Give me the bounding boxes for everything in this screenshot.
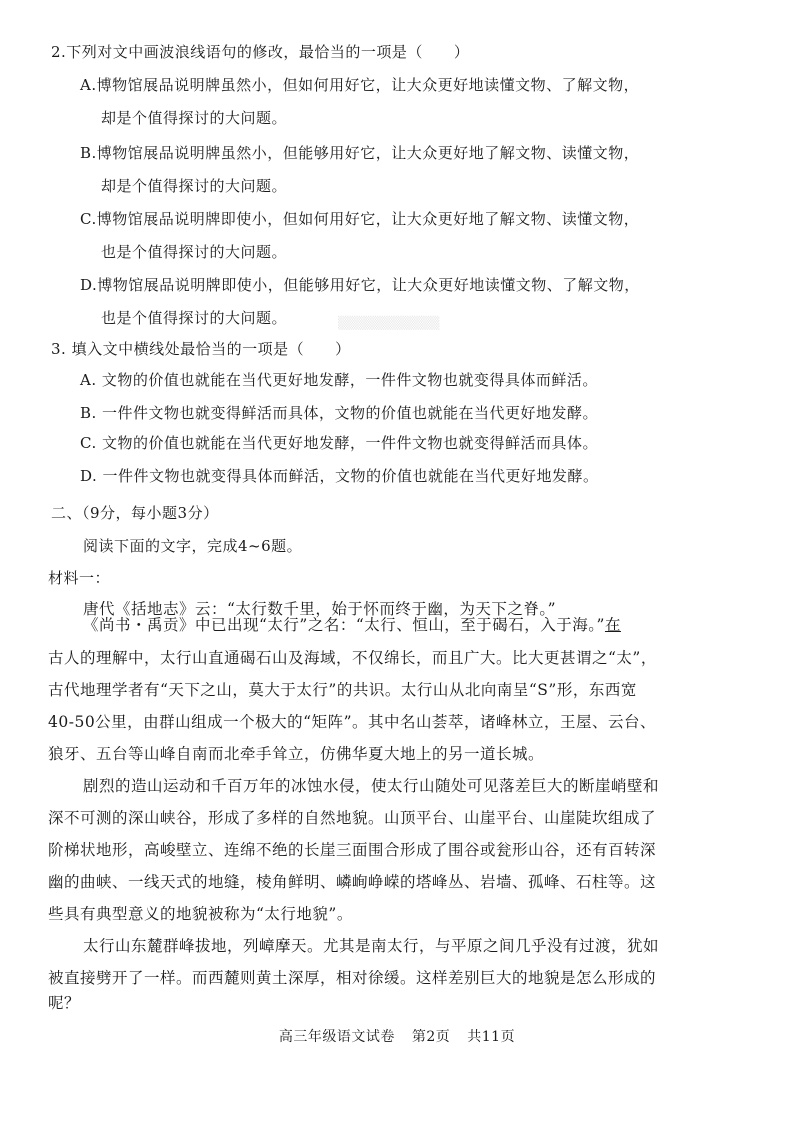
q2-stem: 2.下列对文中画波浪线语句的修改，最恰当的一项是（ ） <box>51 43 470 61</box>
q2-option-c-line1: C.博物馆展品说明牌即使小，但如何用好它，让大众更好地了解文物、读懂文物， <box>80 210 640 228</box>
footer-title: 高三年级语文试卷 <box>278 1029 395 1045</box>
passage-p4-line3: 呢？ <box>48 994 81 1012</box>
passage-p3-line5: 些具有典型意义的地貌被称为“太行地貌”。 <box>48 905 353 923</box>
passage-p2-line2: 古人的理解中，太行山直通碣石山及海域，不仅绵长，而且广大。比大更甚谓之“太”， <box>48 649 657 667</box>
q3-option-a: A. 文物的价值也就能在当代更好地发酵，一件件文物也就变得具体而鲜活。 <box>80 371 598 389</box>
passage-p2-line4: 40-50公里，由群山组成一个极大的“矩阵”。其中名山荟萃，诸峰林立，王屋、云台、 <box>48 713 657 731</box>
passage-p3-line4: 幽的曲峡、一线天式的地缝，棱角鲜明、嶙峋峥嵘的塔峰丛、岩墙、孤峰、石柱等。这 <box>48 873 657 891</box>
passage-p3-line3: 阶梯状地形，高峻壁立、连绵不绝的长崖三面围合形成了围谷或瓮形山谷，还有百转深 <box>48 841 657 859</box>
footer-page-number: 第2页 <box>411 1029 451 1045</box>
q2-option-b-line2: 却是个值得探讨的大问题。 <box>101 177 288 195</box>
q2-option-b-line1: B.博物馆展品说明牌虽然小，但能够用好它，让大众更好地了解文物、读懂文物， <box>80 144 640 162</box>
footer-total-pages: 共11页 <box>467 1029 516 1045</box>
passage-p3-line2: 深不可测的深山峡谷，形成了多样的自然地貌。山顶平台、山崖平台、山崖陡坎组成了 <box>48 809 657 827</box>
passage-p2-line5: 狼牙、五台等山峰自南而北牵手耸立，仿佛华夏大地上的另一道长城。 <box>48 745 545 763</box>
q2-option-a-line2: 却是个值得探讨的大问题。 <box>101 109 288 127</box>
passage-p2-line1-main: 《尚书・禹贡》中已出现“太行”之名：“太行、恒山，至于碣石，入于海。” <box>83 616 605 634</box>
passage-p1: 唐代《括地志》云：“太行数千里，始于怀而终于幽，为天下之脊。” <box>83 600 557 618</box>
passage-p4-line1: 太行山东麓群峰拔地，列嶂摩天。尤其是南太行，与平原之间几乎没有过渡，犹如 <box>83 937 660 955</box>
q2-option-d-line2: 也是个值得探讨的大问题。 <box>101 309 288 327</box>
q3-stem: 3. 填入文中横线处最恰当的一项是（ ） <box>51 340 351 358</box>
q3-option-d: D. 一件件文物也就变得具体而鲜活，文物的价值也就能在当代更好地发酵。 <box>80 467 599 485</box>
section-instruction: 阅读下面的文字，完成4~6题。 <box>83 537 303 555</box>
passage-p3-line1: 剧烈的造山运动和千百万年的冰蚀水侵，使太行山随处可见落差巨大的断崖峭壁和 <box>83 777 660 795</box>
q3-option-b: B. 一件件文物也就变得鲜活而具体，文物的价值也就能在当代更好地发酵。 <box>80 404 599 422</box>
passage-p2-line3: 古代地理学者有“天下之山，莫大于太行”的共识。太行山从北向南呈“S”形，东西宽 <box>48 681 637 699</box>
bleed-through-mark: ▒▒▒▒▒▒▒▒▒▒▒ <box>338 316 440 330</box>
q2-option-d-line1: D.博物馆展品说明牌即使小，但能够用好它，让大众更好地读懂文物、了解文物， <box>80 276 640 294</box>
passage-p2-line1 <box>83 615 621 635</box>
material-label: 材料一： <box>48 569 111 587</box>
passage-p2-line1-tail: 在 <box>604 616 621 634</box>
q3-option-c: C. 文物的价值也就能在当代更好地发酵，一件件文物也就变得鲜活而具体。 <box>80 434 598 452</box>
section-header: 二、（9分，每小题3分） <box>51 504 219 522</box>
q2-option-c-line2: 也是个值得探讨的大问题。 <box>101 243 288 261</box>
q2-option-a-line1: A.博物馆展品说明牌虽然小，但如何用好它，让大众更好地读懂文物、了解文物， <box>80 76 640 94</box>
page-footer <box>0 1027 794 1047</box>
passage-p4-line2: 被直接劈开了一样。而西麓则黄土深厚，相对徐缓。这样差别巨大的地貌是怎么形成的 <box>48 969 657 987</box>
